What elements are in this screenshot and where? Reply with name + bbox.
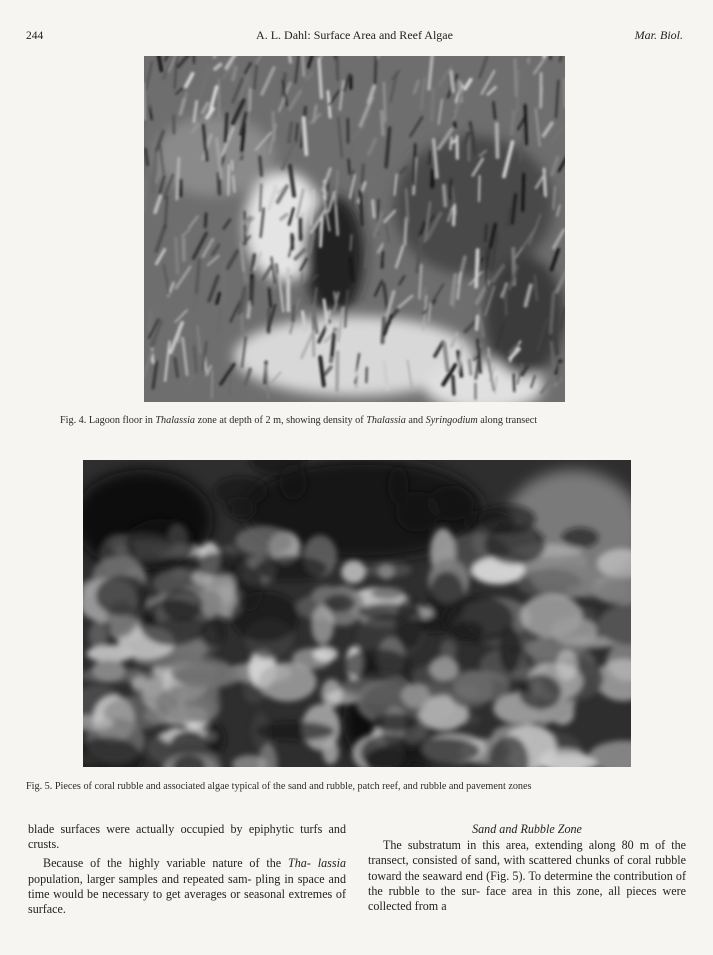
page-number: 244: [26, 30, 44, 42]
paragraph: Because of the highly variable nature of the Tha- lassia population, larger samples and repeated sam- pling in space and time would be necessary to get averages or seasonal extremes of surface.: [28, 856, 346, 917]
journal-name: Mar. Biol.: [634, 28, 683, 42]
coral-rubble-image: [83, 460, 631, 767]
seagrass-image: [144, 56, 565, 402]
figure-5-caption: Fig. 5. Pieces of coral rubble and associated algae typical of the sand and rubble, patch reef, and rubble and pavement zones: [26, 781, 532, 792]
figure-4-caption: Fig. 4. Lagoon floor in Thalassia zone at depth of 2 m, showing density of Thalassia and Syringodium along transect: [60, 415, 538, 426]
page-header: [26, 26, 683, 46]
figure-5-label: Fig. 5.: [26, 781, 53, 792]
section-heading: Sand and Rubble Zone: [472, 822, 582, 836]
paragraph: blade surfaces were actually occupied by epiphytic turfs and crusts.: [28, 822, 346, 852]
body-column-left: [28, 822, 346, 917]
figure-5-photo: [83, 460, 631, 767]
body-column-right: [368, 822, 686, 914]
paragraph: The substratum in this area, extending along 80 m of the transect, consisted of sand, with scattered chunks of coral rubble toward the seaward end (Fig. 5). To determine the contribution of the rubble to the sur- face area in this zone, all pieces were collected from a: [368, 838, 687, 914]
figure-4-photo: [144, 56, 565, 402]
running-title: A. L. Dahl: Surface Area and Reef Algae: [256, 28, 453, 42]
figure-4-label: Fig. 4.: [60, 415, 87, 426]
